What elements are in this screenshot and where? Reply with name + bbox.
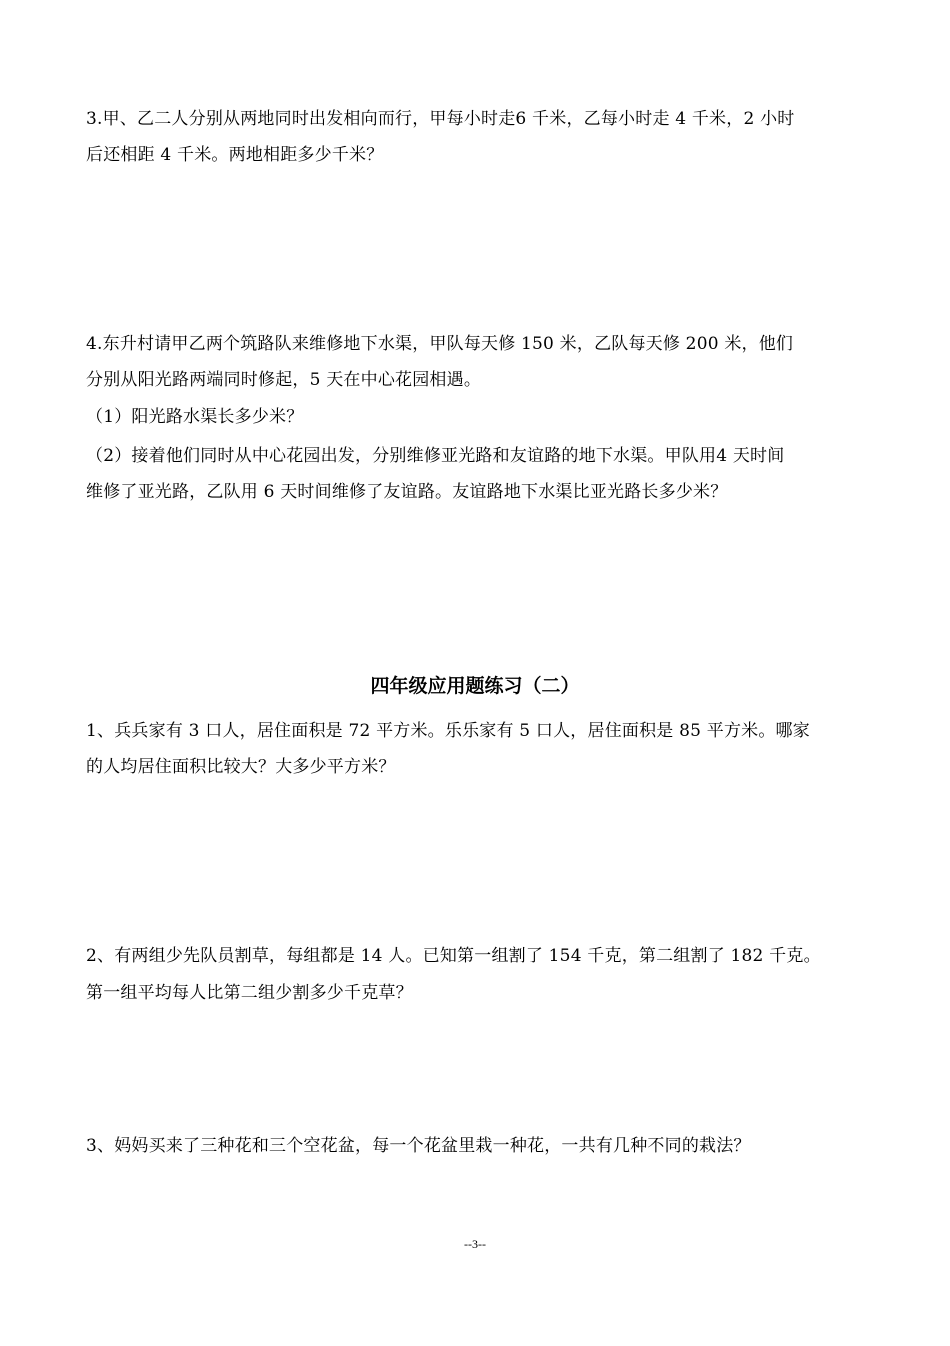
page-number: --3-- — [464, 1237, 486, 1251]
exercise-2-line-2: 第一组平均每人比第二组少割多少千克草？ — [86, 983, 413, 1003]
exercise-1-line-2: 的人均居住面积比较大？大多少平方米？ — [86, 757, 396, 777]
question-3-line-1: 3.甲、乙二人分别从两地同时出发相向而行，甲每小时走6 千米，乙每小时走 4 千米，2 小时 — [86, 109, 795, 129]
exercise-2-line-1: 2、有两组少先队员割草，每组都是 14 人。已知第一组割了 154 千克，第二组割了 182 千克。 — [86, 946, 821, 966]
question-4-line-1: 4.东升村请甲乙两个筑路队来维修地下水渠，甲队每天修 150 米，乙队每天修 200 米，他们 — [86, 334, 794, 354]
question-4-sub-2-line-1: （2）接着他们同时从中心花园出发，分别维修亚光路和友谊路的地下水渠。甲队用4 天时间 — [86, 446, 785, 466]
exercise-3-line-1: 3、妈妈买来了三种花和三个空花盆，每一个花盆里栽一种花，一共有几种不同的栽法？ — [86, 1136, 751, 1156]
question-4-sub-1: （1）阳光路水渠长多少米？ — [86, 407, 304, 427]
exercise-1-line-1: 1、兵兵家有 3 口人，居住面积是 72 平方米。乐乐家有 5 口人，居住面积是 85 平方米。哪家 — [86, 721, 810, 741]
question-4-line-2: 分别从阳光路两端同时修起，5 天在中心花园相遇。 — [86, 370, 482, 390]
question-4-sub-2-line-2: 维修了亚光路，乙队用 6 天时间维修了友谊路。友谊路地下水渠比亚光路长多少米？ — [86, 482, 728, 502]
question-3-line-2: 后还相距 4 千米。两地相距多少千米？ — [86, 145, 384, 165]
section-title: 四年级应用题练习（二） — [370, 675, 580, 697]
